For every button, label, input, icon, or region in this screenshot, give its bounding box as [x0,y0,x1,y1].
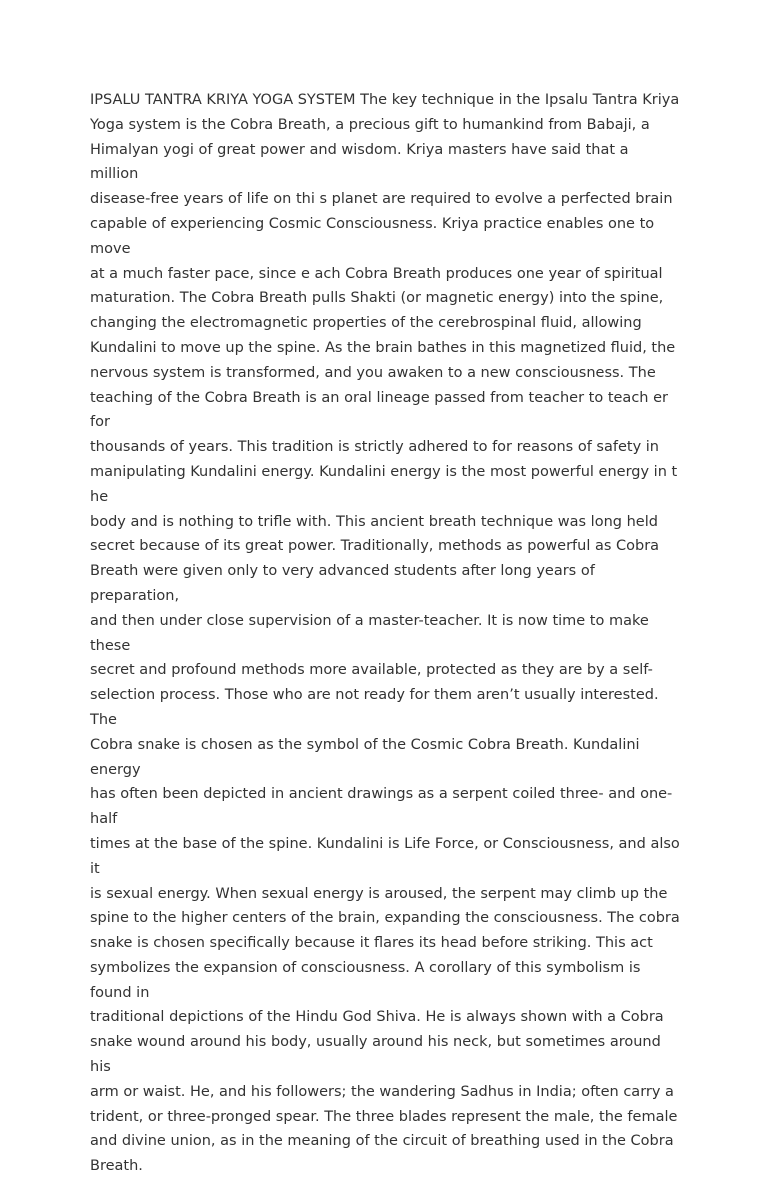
body-paragraph: IPSALU TANTRA KRIYA YOGA SYSTEM The key technique in the Ipsalu Tantra Kriya Yoga system is the Cobra Breath, a precious gift to humankind from Babaji, a Himalyan yogi of great power and wisdom. Kriya masters have said that a million disease-free years of life on thi s planet are required to evolve a perfected brain capable of experiencing Cosmic Consciousness. Kriya practice enables one to move at a much faster pace, since e ach Cobra Breath produces one year of spiritual maturation. The Cobra Breath pulls Shakti (or magnetic energy) into the spine, changing the electromagnetic properties of the cerebrospinal fluid, allowing Kundalini to move up the spine. As the brain bathes in this magnetized fluid, the nervous system is transformed, and you awaken to a new consciousness. The teaching of the Cobra Breath is an oral lineage passed from teacher to teach er for thousands of years. This tradition is strictly adhered to for reasons of safety in manipulating Kundalini energy. Kundalini energy is the most powerful energy in t he body and is nothing to trifle with. This ancient breath technique was long held secret because of its great power. Traditionally, methods as powerful as Cobra Breath were given only to very advanced students after long years of preparation, and then under close supervision of a master-teacher. It is now time to make these secret and profound methods more available, protected as they are by a self- selection process. Those who are not ready for them aren’t usually interested. The Cobra snake is chosen as the symbol of the Cosmic Cobra Breath. Kundalini energy has often been depicted in ancient drawings as a serpent coiled three- and one-half times at the base of the spine. Kundalini is Life Force, or Consciousness, and also it is sexual energy. When sexual energy is aroused, the serpent may climb up the spine to the higher centers of the brain, expanding the consciousness. The cobra snake is chosen specifically because it flares its head before striking. This act symbolizes the expansion of consciousness. A corollary of this symbolism is found in traditional depictions of the Hindu God Shiva. He is always shown with a Cobra snake wound around his body, usually around his neck, but sometimes around his arm or waist. He, and his followers; the wandering Sadhus in India; often carry a trident, or three-pronged spear. The three blades represent the male, the female and divine union, as in the meaning of the circuit of breathing used in the Cobra Breath. [90,92,680,1175]
